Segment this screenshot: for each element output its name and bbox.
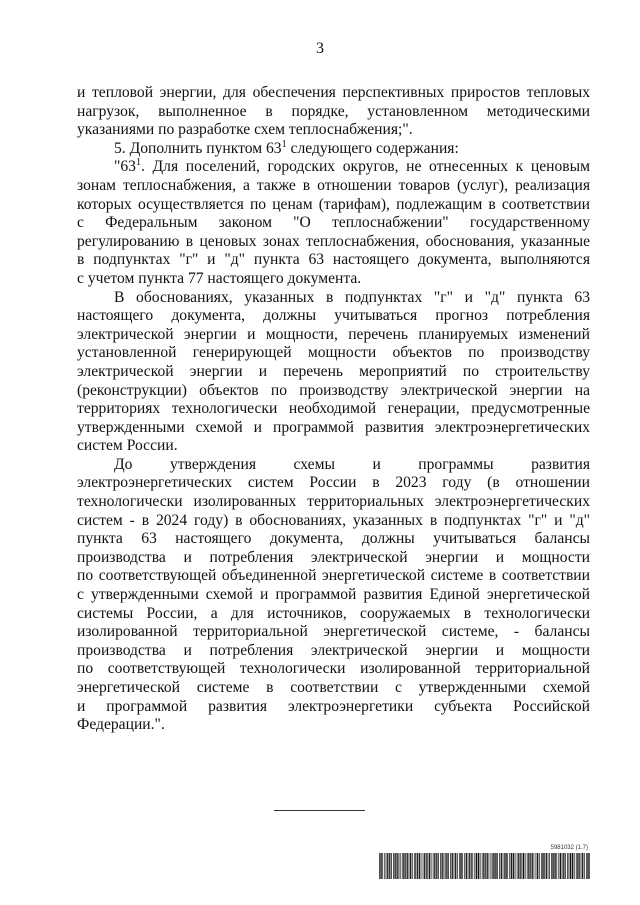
barcode-bar bbox=[412, 853, 413, 879]
barcode-bar bbox=[433, 853, 434, 879]
barcode-bar bbox=[391, 853, 392, 879]
barcode-bar bbox=[409, 853, 410, 879]
barcode-bar bbox=[454, 853, 455, 879]
barcode-bar bbox=[460, 853, 461, 879]
barcode-bar bbox=[565, 853, 566, 879]
text-line: технологически изолированных территориальных электроэнергетических bbox=[77, 493, 590, 511]
barcode-bar bbox=[452, 853, 453, 879]
barcode-bar bbox=[505, 853, 506, 879]
text-line: с учетом пункта 77 настоящего документа. bbox=[77, 269, 362, 287]
barcode-bar bbox=[434, 853, 435, 879]
barcode-bar bbox=[394, 853, 395, 879]
barcode-bar bbox=[496, 853, 497, 879]
barcode-bar bbox=[571, 853, 572, 879]
barcode-bar bbox=[513, 853, 514, 879]
barcode-bar bbox=[483, 853, 484, 879]
barcode-bar bbox=[513, 853, 514, 879]
barcode-bar bbox=[452, 853, 453, 879]
text-line: электрической энергии и мощности, перечень планируемых изменений bbox=[77, 325, 590, 343]
barcode-bar bbox=[576, 853, 577, 879]
barcode-bar bbox=[537, 853, 538, 879]
barcode-bar bbox=[543, 853, 544, 879]
barcode-bar bbox=[539, 853, 540, 879]
barcode-bar bbox=[441, 853, 442, 879]
barcode-bar bbox=[468, 853, 469, 879]
barcode-bar bbox=[396, 853, 397, 879]
barcode-bar bbox=[582, 853, 583, 879]
barcode-bar bbox=[553, 853, 554, 879]
barcode-bar bbox=[587, 853, 588, 879]
text-line: систем России. bbox=[77, 437, 178, 455]
barcode-bar bbox=[530, 853, 531, 879]
barcode-bar bbox=[427, 853, 428, 879]
barcode-bar bbox=[472, 853, 473, 879]
text-line: по соответствующей объединенной энергетической системе в соответствии bbox=[77, 567, 590, 585]
text-line: изолированной территориальной энергетической системе, - балансы bbox=[77, 623, 590, 641]
barcode-bar bbox=[400, 853, 401, 879]
barcode-bar bbox=[415, 853, 416, 879]
page-number: 3 bbox=[316, 40, 324, 57]
text-line: территориях технологически необходимой генерации, предусмотренные bbox=[77, 400, 590, 418]
barcode-bar bbox=[421, 853, 422, 879]
text-line: электроэнергетических систем России в 2023 году (в отношении bbox=[77, 474, 590, 492]
text-line: и тепловой энергии, для обеспечения перспективных приростов тепловых bbox=[77, 84, 590, 101]
barcode-bar bbox=[402, 853, 403, 879]
text-line: 5. Дополнить пунктом $63^1$ следующего содержания: bbox=[114, 138, 459, 157]
text-line: энергетической системе в соответствии с утвержденными схемой bbox=[77, 679, 590, 696]
barcode-bar bbox=[419, 853, 420, 879]
barcode-bar bbox=[397, 853, 398, 879]
barcode-bar bbox=[429, 853, 430, 879]
barcode-bar bbox=[503, 853, 504, 879]
barcode-bar bbox=[567, 853, 568, 879]
barcode-bar bbox=[521, 853, 522, 879]
text-line: "$63^1$. Для поселений, городских округов, не отнесенных к ценовым bbox=[114, 157, 590, 176]
barcode-bar bbox=[426, 853, 427, 879]
barcode-bar bbox=[431, 853, 432, 879]
barcode-bar bbox=[589, 853, 590, 879]
barcode-bar bbox=[560, 853, 561, 879]
barcode-bar bbox=[560, 853, 561, 879]
barcode-bar bbox=[435, 853, 436, 879]
barcode-bar bbox=[572, 853, 573, 879]
barcode-bar bbox=[462, 853, 463, 879]
barcode-icon bbox=[379, 853, 590, 879]
barcode-bar bbox=[551, 853, 552, 879]
text-line: (реконструкции) объектов по производству электрической энергии на bbox=[77, 381, 590, 399]
barcode-bar bbox=[511, 853, 512, 879]
text-line: системы России, а для источников, сооружаемых в технологически bbox=[77, 604, 590, 622]
text-line: установленной генерирующей мощности объектов по производству bbox=[77, 344, 590, 362]
text-line: пункта 63 настоящего документа, должны учитываться балансы bbox=[77, 530, 590, 548]
barcode-bar bbox=[480, 853, 481, 879]
barcode-bar bbox=[464, 853, 465, 879]
barcode-bar bbox=[538, 853, 539, 879]
text-line: по соответствующей технологически изолированной территориальной bbox=[77, 660, 590, 678]
barcode-bar bbox=[504, 853, 505, 879]
text-line: с Федеральным законом "О теплоснабжении" государственному bbox=[77, 214, 590, 232]
barcode-bar bbox=[515, 853, 516, 879]
barcode-bar bbox=[523, 853, 524, 879]
barcode-bar bbox=[436, 853, 437, 879]
barcode-bar bbox=[506, 853, 507, 879]
text-line: нагрузок, выполненное в порядке, установленном методическими bbox=[77, 102, 590, 120]
barcode-bar bbox=[417, 853, 418, 879]
barcode-bar bbox=[389, 853, 390, 879]
barcode-bar bbox=[579, 853, 580, 879]
barcode-bar bbox=[379, 853, 380, 879]
barcode-bar bbox=[484, 853, 485, 879]
barcode-bar bbox=[520, 853, 521, 879]
barcode-bar bbox=[425, 853, 426, 879]
barcode-bar bbox=[447, 853, 448, 879]
barcode-bar bbox=[388, 853, 389, 879]
barcode-bar bbox=[532, 853, 533, 879]
barcode-bar bbox=[446, 853, 447, 879]
barcode-bar bbox=[541, 853, 542, 879]
barcode-bar bbox=[499, 853, 500, 879]
barcode-bar bbox=[548, 853, 549, 879]
barcode-bar bbox=[501, 853, 502, 879]
barcode-bar bbox=[476, 853, 477, 879]
barcode-bar bbox=[398, 853, 399, 879]
text-line: утвержденными схемой и программой развития электроэнергетических bbox=[77, 418, 590, 436]
barcode-bar bbox=[407, 853, 408, 879]
barcode-bar bbox=[518, 853, 519, 879]
text-line: с утвержденными схемой и программой развития Единой энергетической bbox=[77, 586, 590, 604]
text-line: в подпунктах "г" и "д" пункта 63 настоящего документа, выполняются bbox=[77, 251, 590, 269]
barcode-bar bbox=[544, 853, 545, 879]
barcode-bar bbox=[509, 853, 510, 879]
barcode-bar bbox=[381, 853, 382, 879]
barcode-bar bbox=[459, 853, 460, 879]
barcode-bar bbox=[457, 853, 458, 879]
barcode-bar bbox=[448, 853, 449, 879]
end-of-text-rule bbox=[274, 810, 365, 811]
barcode-bar bbox=[584, 853, 585, 879]
text-line: В обоснованиях, указанных в подпунктах "г" и "д" пункта 63 bbox=[114, 288, 590, 306]
barcode-bar bbox=[487, 853, 488, 879]
barcode-bar bbox=[424, 853, 425, 879]
barcode-bar bbox=[570, 853, 571, 879]
barcode-bar bbox=[517, 853, 518, 879]
barcode-bar bbox=[469, 853, 470, 879]
barcode-bar bbox=[562, 853, 563, 879]
barcode-bar bbox=[552, 853, 553, 879]
barcode-bar bbox=[429, 853, 430, 879]
text-line: производства и потребления электрической энергии и мощности bbox=[77, 548, 590, 566]
barcode-bar bbox=[456, 853, 457, 879]
barcode-bar bbox=[525, 853, 526, 879]
barcode-bar bbox=[386, 853, 387, 879]
barcode-bar bbox=[493, 853, 494, 879]
barcode-bar bbox=[586, 853, 587, 879]
barcode-bar bbox=[497, 853, 498, 879]
barcode-bar bbox=[423, 853, 424, 879]
superscript: 1 bbox=[281, 138, 287, 150]
barcode-bar bbox=[501, 853, 502, 879]
barcode-bar bbox=[380, 853, 381, 879]
text-line: систем - в 2024 году) в обоснованиях, указанных в подпунктах "г" и "д" bbox=[77, 511, 590, 529]
text-line: которых осуществляется по ценам (тарифам), подлежащим в соответствии bbox=[77, 195, 590, 213]
barcode-bar bbox=[437, 853, 438, 879]
barcode-bar bbox=[390, 853, 391, 879]
barcode-bar bbox=[542, 853, 543, 879]
barcode-bar bbox=[444, 853, 445, 879]
barcode-bar bbox=[440, 853, 441, 879]
barcode-bar bbox=[393, 853, 394, 879]
barcode-bar bbox=[546, 853, 547, 879]
barcode-bar bbox=[564, 853, 565, 879]
barcode-bar bbox=[487, 853, 488, 879]
barcode-bar bbox=[442, 853, 443, 879]
barcode-bar bbox=[492, 853, 493, 879]
barcode-bar bbox=[556, 853, 557, 879]
barcode-bar bbox=[445, 853, 446, 879]
text-line: и программой развития электроэнергетики субъекта Российской bbox=[77, 697, 590, 715]
barcode-bar bbox=[578, 853, 579, 879]
barcode-bar bbox=[519, 853, 520, 879]
barcode-bar bbox=[403, 853, 404, 879]
barcode-bar bbox=[382, 853, 383, 879]
barcode-bar bbox=[532, 853, 533, 879]
barcode-bar bbox=[581, 853, 582, 879]
barcode-bar bbox=[554, 853, 555, 879]
barcode-bar bbox=[563, 853, 564, 879]
barcode-bar bbox=[485, 853, 486, 879]
barcode-bar bbox=[511, 853, 512, 879]
barcode-bar bbox=[384, 853, 385, 879]
barcode-bar bbox=[395, 853, 396, 879]
barcode-bar bbox=[461, 853, 462, 879]
document-body bbox=[77, 84, 590, 735]
text-line: настоящего документа, должны учитываться прогноз потребления bbox=[77, 307, 590, 325]
barcode-bar bbox=[419, 853, 420, 879]
text-line: электрической энергии и перечень мероприятий по строительству bbox=[77, 362, 590, 380]
barcode-bar bbox=[577, 853, 578, 879]
barcode-bar bbox=[527, 853, 528, 879]
barcode-bar bbox=[476, 853, 477, 879]
barcode-bar bbox=[450, 853, 451, 879]
barcode-bar bbox=[478, 853, 479, 879]
text-line: Федерации.". bbox=[77, 716, 165, 734]
barcode-bar bbox=[482, 853, 483, 879]
text-line: указаниями по разработке схем теплоснабжения;". bbox=[77, 121, 413, 139]
barcode-bar bbox=[555, 853, 556, 879]
barcode-bar bbox=[529, 853, 530, 879]
barcode-bar bbox=[407, 853, 408, 879]
barcode-bar bbox=[546, 853, 547, 879]
barcode-bar bbox=[474, 853, 475, 879]
barcode-bar bbox=[536, 853, 537, 879]
text-line: До утверждения схемы и программы развития bbox=[114, 455, 590, 473]
barcode-bar bbox=[410, 853, 411, 879]
barcode-bar bbox=[387, 853, 388, 879]
barcode-bar bbox=[470, 853, 471, 879]
barcode-bar bbox=[417, 853, 418, 879]
barcode-bar bbox=[583, 853, 584, 879]
text-line: зонам теплоснабжения, а также в отношении товаров (услуг), реализация bbox=[77, 176, 590, 194]
barcode-bar bbox=[549, 853, 550, 879]
barcode-bar bbox=[568, 853, 569, 879]
barcode-bar bbox=[494, 853, 495, 879]
barcode-bar bbox=[588, 853, 589, 879]
barcode-bar bbox=[478, 853, 479, 879]
barcode-bar bbox=[438, 853, 439, 879]
barcode-bar bbox=[491, 853, 492, 879]
barcode-bar bbox=[573, 853, 574, 879]
text-line: производства и потребления электрической энергии и мощности bbox=[77, 641, 590, 659]
barcode-bar bbox=[411, 853, 412, 879]
barcode-bar bbox=[455, 853, 456, 879]
superscript: 1 bbox=[135, 157, 142, 169]
barcode-bar bbox=[466, 853, 467, 879]
barcode-bar bbox=[558, 853, 559, 879]
barcode-bar bbox=[405, 853, 406, 879]
barcode-bar bbox=[414, 853, 415, 879]
barcode-bar bbox=[466, 853, 467, 879]
barcode-bar bbox=[523, 853, 524, 879]
barcode-bar bbox=[489, 853, 490, 879]
document-code: 5981032 (1.7) bbox=[550, 845, 588, 851]
text-line: регулированию в ценовых зонах теплоснабжения, обоснования, указанные bbox=[77, 232, 590, 250]
barcode-bar bbox=[404, 853, 405, 879]
barcode-bar bbox=[495, 853, 496, 879]
barcode-bar bbox=[507, 853, 508, 879]
barcode-bar bbox=[534, 853, 535, 879]
barcode-bar bbox=[528, 853, 529, 879]
barcode-bar bbox=[471, 853, 472, 879]
barcode-bar bbox=[574, 853, 575, 879]
